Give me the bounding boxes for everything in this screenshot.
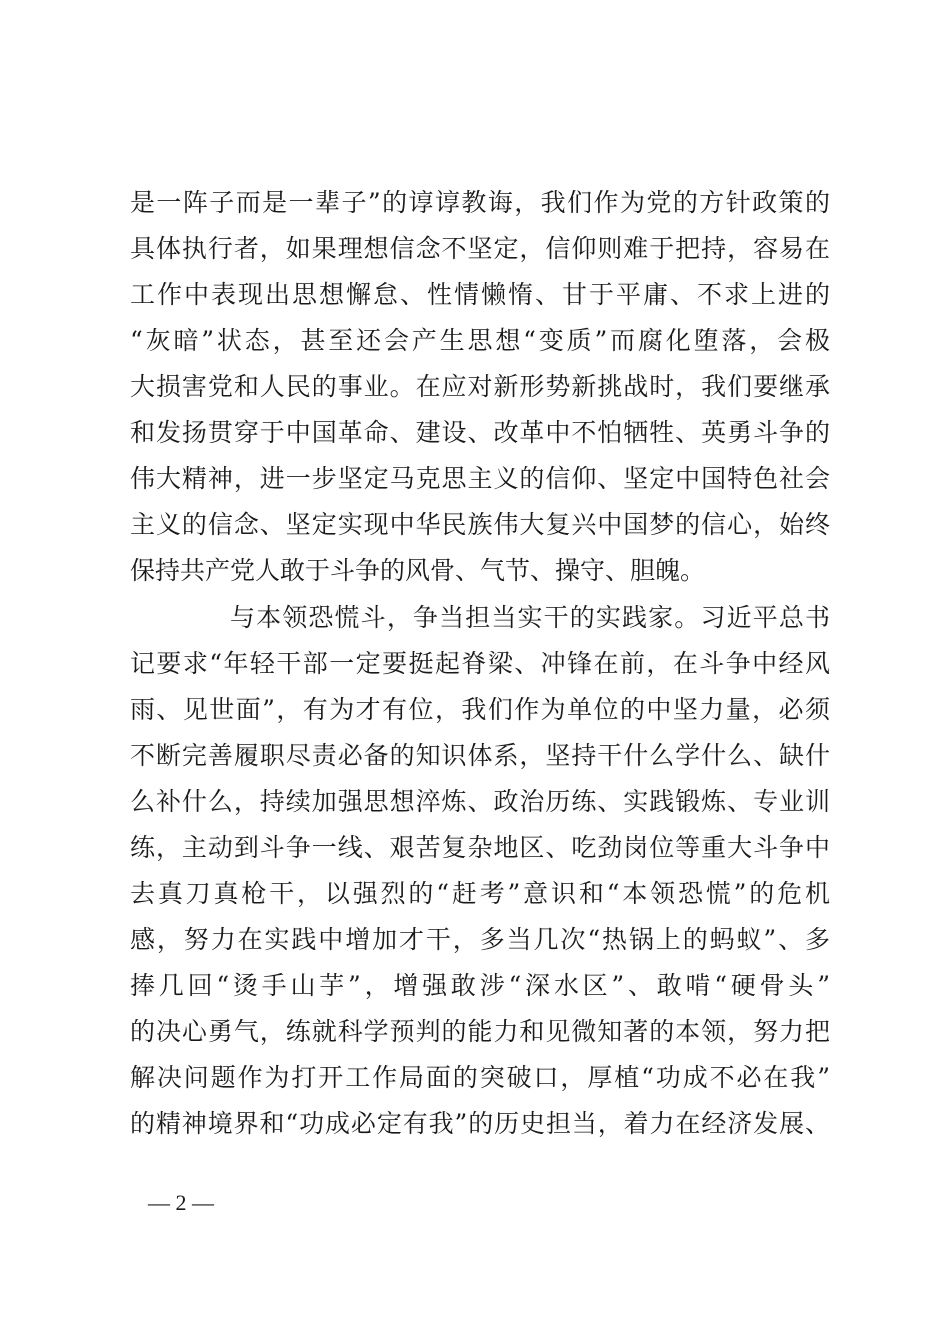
paragraph-2-line: 捧几回“烫手山芋”，增强敢涉“深水区”、敢啃“硬骨头”: [130, 971, 830, 1000]
page-number: — 2 —: [148, 1190, 214, 1215]
paragraph-1-line: 具体执行者，如果理想信念不坚定，信仰则难于把持，容易在: [130, 234, 830, 263]
paragraph-1-line: 主义的信念、坚定实现中华民族伟大复兴中国梦的信心，始终: [130, 510, 830, 539]
paragraph-1-line: 伟大精神，进一步坚定马克思主义的信仰、坚定中国特色社会: [130, 464, 830, 493]
paragraph-2-line: 与本领恐慌斗，争当担当实干的实践家。习近平总书: [230, 603, 830, 632]
paragraph-1-line: 是一阵子而是一辈子”的谆谆教诲，我们作为党的方针政策的: [130, 188, 830, 217]
paragraph-2-line: 的决心勇气，练就科学预判的能力和见微知著的本领，努力把: [130, 1017, 830, 1046]
paragraph-1-line: 工作中表现出思想懈怠、性情懒惰、甘于平庸、不求上进的: [130, 280, 830, 309]
paragraph-2-line: 记要求“年轻干部一定要挺起脊梁、冲锋在前，在斗争中经风: [130, 649, 830, 678]
paragraph-1-line: 大损害党和人民的事业。在应对新形势新挑战时，我们要继承: [130, 372, 830, 401]
paragraph-2-line: 么补什么，持续加强思想淬炼、政治历练、实践锻炼、专业训: [130, 787, 830, 816]
paragraph-2-line: 练，主动到斗争一线、艰苦复杂地区、吃劲岗位等重大斗争中: [130, 833, 830, 862]
paragraph-1-line: 和发扬贯穿于中国革命、建设、改革中不怕牺牲、英勇斗争的: [130, 418, 830, 447]
paragraph-2-line: 感，努力在实践中增加才干，多当几次“热锅上的蚂蚁”、多: [130, 925, 830, 954]
paragraph-2-line: 不断完善履职尽责必备的知识体系，坚持干什么学什么、缺什: [130, 741, 830, 770]
paragraph-2-line: 解决问题作为打开工作局面的突破口，厚植“功成不必在我”: [130, 1063, 830, 1092]
paragraph-2-line: 雨、见世面”，有为才有位，我们作为单位的中坚力量，必须: [130, 695, 830, 724]
paragraph-1-line: 保持共产党人敢于斗争的风骨、气节、操守、胆魄。: [130, 556, 706, 585]
paragraph-2-line: 去真刀真枪干，以强烈的“赶考”意识和“本领恐慌”的危机: [130, 879, 830, 908]
paragraph-2-line: 的精神境界和“功成必定有我”的历史担当，着力在经济发展、: [130, 1109, 830, 1138]
paragraph-1-line: “灰暗”状态，甚至还会产生思想“变质”而腐化堕落，会极: [130, 326, 830, 355]
